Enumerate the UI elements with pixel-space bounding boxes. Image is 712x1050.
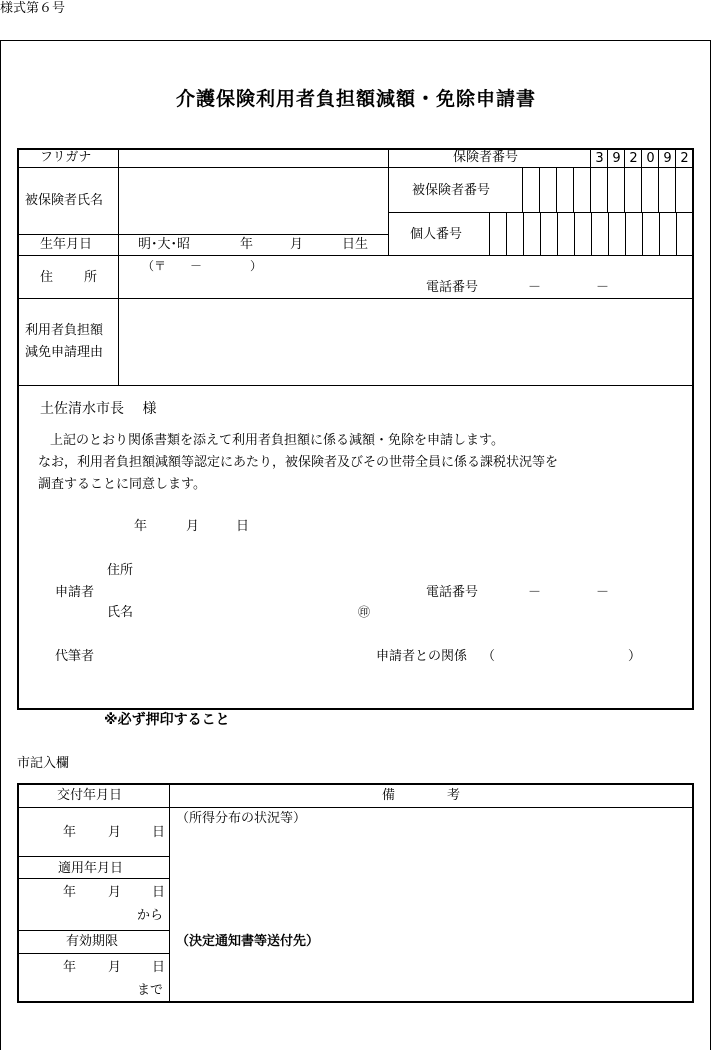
proxy-writer-label: 代筆者	[55, 649, 95, 664]
valid-day-label: 日	[152, 960, 166, 975]
apply-day-label: 日	[152, 885, 166, 900]
until-label: まで	[137, 983, 164, 998]
statement-line2: なお，利用者負担額減額等認定にあたり，被保険者及びその世帯全員に係る課税状況等を	[38, 455, 559, 470]
date-month-label: 月	[186, 519, 200, 534]
valid-year-label: 年	[63, 960, 77, 975]
applicant-label: 申請者	[55, 585, 95, 600]
insurer-digit: 9	[612, 151, 621, 166]
issue-month-label: 月	[108, 825, 122, 840]
issue-day-label: 日	[152, 825, 166, 840]
insured-name-field[interactable]	[121, 170, 386, 232]
furigana-field[interactable]	[121, 150, 386, 166]
insurer-digit: 9	[663, 151, 672, 166]
applicant-address-label: 住所	[107, 563, 134, 578]
address-label-part1: 住	[40, 270, 54, 285]
valid-month-label: 月	[108, 960, 122, 975]
statement-line1: 上記のとおり関係書類を添えて利用者負担額に係る減額・免除を申請します。	[50, 433, 504, 448]
applicant-phone-label: 電話番号	[426, 585, 479, 600]
address-label-part2: 所	[84, 270, 98, 285]
birth-month-label: 月	[290, 237, 304, 252]
income-status-label: （所得分布の状況等）	[176, 811, 307, 826]
date-day-label: 日	[236, 519, 250, 534]
form-number: 様式第６号	[0, 1, 66, 16]
valid-period-header: 有効期限	[66, 934, 119, 949]
page-title: 介護保険利用者負担額減額・免除申請書	[175, 88, 536, 110]
seal-required-note: ※必ず押印すること	[104, 712, 230, 728]
office-section-heading: 市記入欄	[17, 756, 70, 771]
insured-name-label: 被保険者氏名	[25, 193, 104, 208]
birth-year-label: 年	[240, 237, 254, 252]
birth-day-label: 日生	[342, 237, 369, 252]
phone-label: 電話番号	[426, 280, 479, 295]
phone-dash: －	[596, 280, 610, 295]
date-year-label: 年	[134, 519, 148, 534]
remarks-header: 備 考	[382, 788, 461, 803]
apply-date-header: 適用年月日	[58, 861, 124, 876]
apply-year-label: 年	[63, 885, 77, 900]
reason-label-line1: 利用者負担額	[25, 323, 104, 338]
applicant-phone-dash: －	[596, 585, 610, 600]
insurer-number-label: 保険者番号	[453, 150, 519, 165]
relation-open-paren: （	[482, 649, 496, 664]
applicant-phone-dash: －	[528, 585, 542, 600]
seal-icon: ㊞	[358, 605, 371, 619]
reason-field[interactable]	[121, 301, 689, 383]
issue-year-label: 年	[63, 825, 77, 840]
personal-number-label: 個人番号	[410, 227, 463, 242]
relation-label: 申請者との関係	[376, 649, 468, 664]
insurer-digit: 3	[595, 151, 604, 166]
reason-label-line2: 減免申請理由	[25, 345, 104, 360]
phone-dash: －	[528, 280, 542, 295]
issue-date-header: 交付年月日	[57, 788, 123, 803]
relation-close-paren: ）	[628, 649, 642, 664]
apply-month-label: 月	[108, 885, 122, 900]
applicant-name-label: 氏名	[107, 605, 134, 620]
statement-line3: 調査することに同意します。	[38, 477, 206, 492]
addressee: 土佐清水市長 様	[40, 401, 157, 417]
furigana-label: フリガナ	[40, 150, 92, 165]
insurer-digit: 0	[646, 151, 655, 166]
birthdate-era: 明･大･昭	[138, 237, 191, 252]
birthdate-label: 生年月日	[40, 237, 93, 252]
insurer-digit: 2	[680, 151, 689, 166]
send-to-label: （決定通知書等送付先）	[176, 934, 320, 949]
insurer-digit: 2	[629, 151, 638, 166]
insured-number-label: 被保険者番号	[412, 183, 491, 198]
from-label: から	[137, 908, 164, 923]
postal-code-mark: （〒 － ）	[142, 259, 263, 273]
